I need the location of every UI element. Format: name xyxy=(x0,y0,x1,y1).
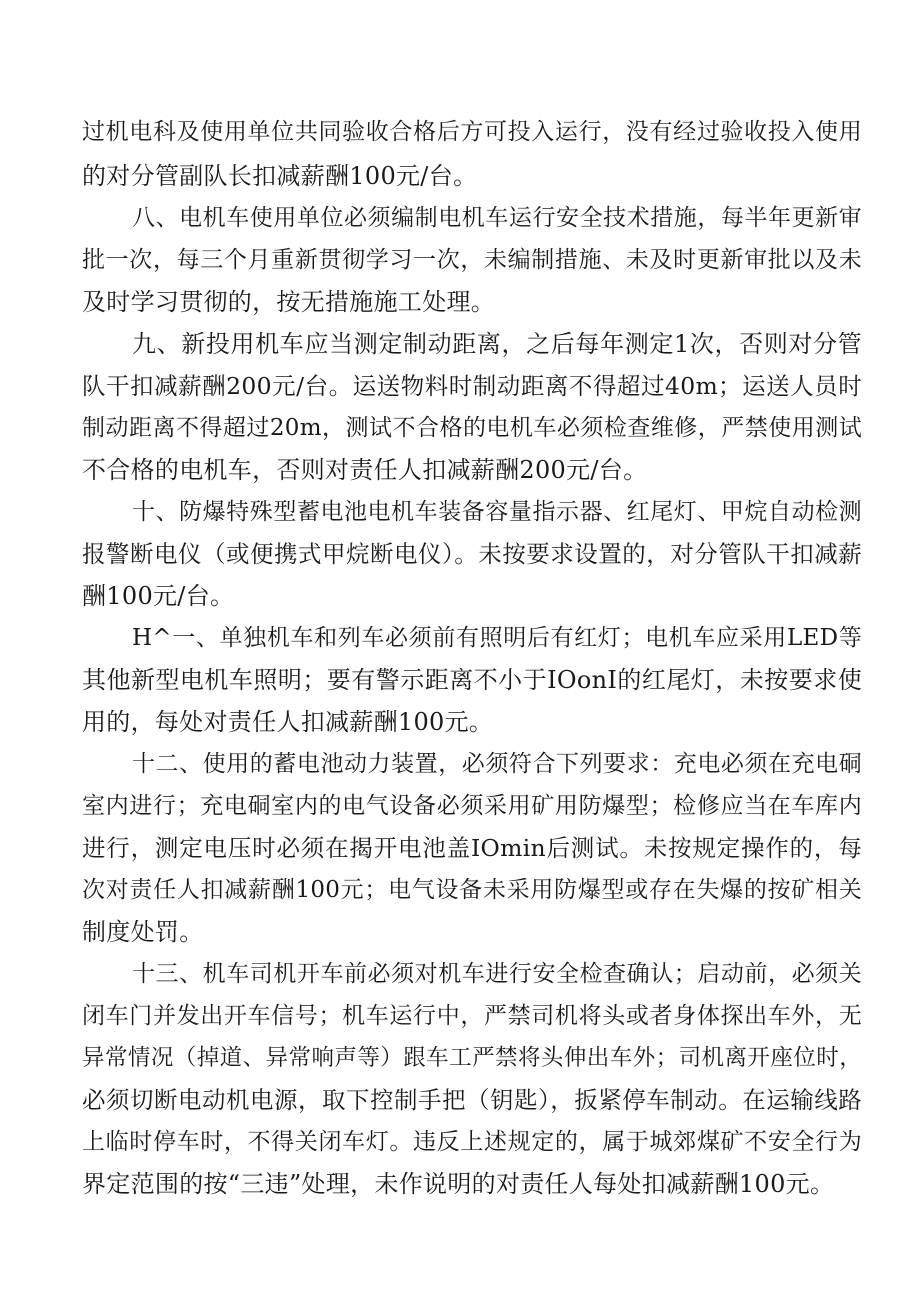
text-line: 十、防爆特殊型蓄电池电机车装备容量指示器、红尾灯、甲烷自动检测 xyxy=(132,499,862,525)
text-line: 八、电机车使用单位必须编制电机车运行安全技术措施，每半年更新审 xyxy=(132,205,862,231)
text-line: 必须切断电动机电源，取下控制手把（钥匙），扳紧停车制动。在运输线路 xyxy=(82,1086,862,1114)
text-line: 制度处罚。 xyxy=(82,918,204,946)
text-line: 队干扣减薪酬200元/台。运送物料时制动距离不得超过40m；运送人员时 xyxy=(82,372,862,400)
text-line: 十二、使用的蓄电池动力装置，必须符合下列要求：充电必须在充电硐 xyxy=(132,751,862,777)
text-line: 及时学习贯彻的，按无措施施工处理。 xyxy=(82,288,496,316)
text-line: 十三、机车司机开车前必须对机车进行安全检查确认；启动前，必须关 xyxy=(132,961,862,987)
text-line: 九、新投用机车应当测定制动距离，之后每年测定1次，否则对分管 xyxy=(132,330,862,358)
text-line: 室内进行；充电硐室内的电气设备必须采用矿用防爆型；检修应当在车库内 xyxy=(82,793,862,819)
text-line: 报警断电仪（或便携式甲烷断电仪）。未按要求设置的，对分管队干扣减薪 xyxy=(82,540,862,568)
text-line: 闭车门并发出开车信号；机车运行中，严禁司机将头或者身体探出车外，无 xyxy=(82,1003,862,1029)
text-line: 酬100元/台。 xyxy=(82,582,235,610)
text-line: 的对分管副队长扣减薪酬100元/台。 xyxy=(82,162,478,190)
text-line: 异常情况（掉道、异常响声等）跟车工严禁将头伸出车外；司机离开座位时， xyxy=(82,1045,862,1071)
text-line: 界定范围的按“三违”处理，未作说明的对责任人每处扣减薪酬100元。 xyxy=(82,1170,835,1198)
text-line: 其他新型电机车照明；要有警示距离不小于IOonI的红尾灯，未按要求使 xyxy=(82,666,862,694)
text-line: 次对责任人扣减薪酬100元；电气设备未采用防爆型或存在失爆的按矿相关 xyxy=(82,877,862,903)
text-line: 不合格的电机车，否则对责任人扣减薪酬200元/台。 xyxy=(82,456,648,484)
text-line: 用的，每处对责任人扣减薪酬100元。 xyxy=(82,708,494,736)
text-line: H^一、单独机车和列车必须前有照明后有红灯；电机车应采用LED等 xyxy=(132,625,862,651)
text-line: 过机电科及使用单位共同验收合格后方可投入运行，没有经过验收投入使用 xyxy=(82,119,862,145)
text-line: 批一次，每三个月重新贯彻学习一次，未编制措施、未及时更新审批以及未 xyxy=(82,247,862,273)
text-line: 进行，测定电压时必须在揭开电池盖IOmin后测试。未按规定操作的，每 xyxy=(82,834,862,862)
text-line: 制动距离不得超过20m，测试不合格的电机车必须检查维修，严禁使用测试 xyxy=(82,415,862,441)
text-line: 上临时停车时，不得关闭车灯。违反上述规定的，属于城郊煤矿不安全行为 xyxy=(82,1129,862,1155)
